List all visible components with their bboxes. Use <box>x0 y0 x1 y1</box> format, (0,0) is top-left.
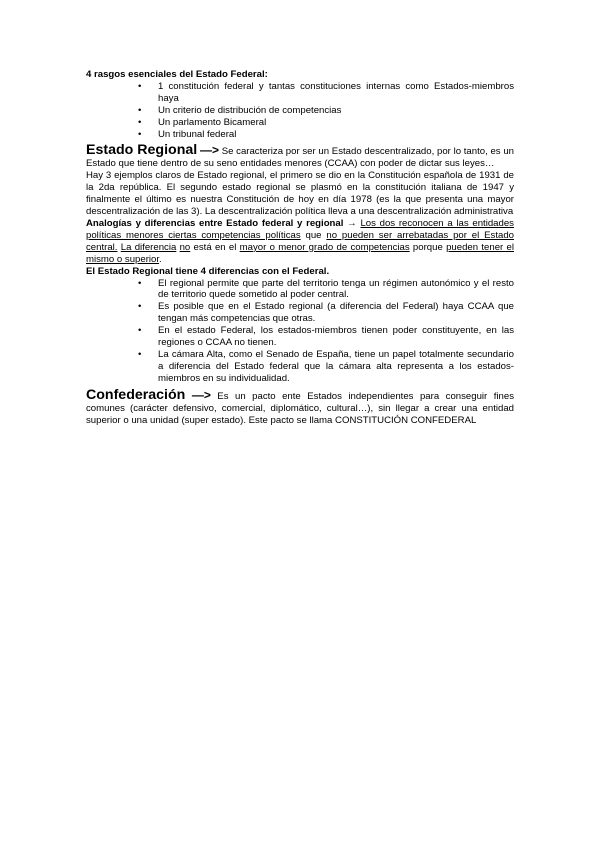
document-body <box>86 69 514 426</box>
list-item: • Un tribunal federal <box>86 129 514 141</box>
regional-paragraph <box>86 143 514 170</box>
regional-arrow: —> <box>199 143 219 158</box>
list-item: • En el estado Federal, los estados-miembros tienen poder constituyente, en las regiones o CCAA no tienen. <box>86 325 514 349</box>
list-item: • 1 constitución federal y tantas constituciones internas como Estados-miembros haya <box>86 81 514 105</box>
confederacion-arrow: —> <box>191 387 211 402</box>
analogias-paragraph: Analogías y diferencias entre Estado federal y regional → Los dos reconocen a las entidades políticas menores ciertas competencias políticas que no pueden ser arrebatadas por el Estado central. La diferencia no está en el mayor o menor grado de competencias porque pueden tener el mismo o superior. <box>86 217 515 265</box>
confederacion-definition: Es un pacto ente Estados independientes para conseguir fines comunes (carácter defensivo, comercial, diplomático, cultural…), sin llegar a crear una entidad superior o una unidad (super estado). Este pacto se llama CONSTITUCIÓN CONFEDERAL <box>86 390 514 426</box>
list-item: • Es posible que en el Estado regional (a diferencia del Federal) haya CCAA que tengan más competencias que otras. <box>86 301 514 325</box>
rasgos-heading: 4 rasgos esenciales del Estado Federal: <box>86 69 268 80</box>
list-item: • El regional permite que parte del territorio tenga un régimen autonómico y el resto de territorio quede sometido al poder central. <box>86 278 514 302</box>
list-item: • Un criterio de distribución de competencias <box>86 105 514 117</box>
list-item: • La cámara Alta, como el Senado de España, tiene un papel totalmente secundario a diferencia del Estado federal que la cámara alta representa a los estados-miembros en su individualidad. <box>86 349 514 385</box>
diferencias-heading: El Estado Regional tiene 4 diferencias con el Federal. <box>86 265 330 277</box>
list-item: • Un parlamento Bicameral <box>86 117 514 129</box>
regional-examples: Hay 3 ejemplos claros de Estado regional, el primero se dio en la Constitución española de 1931 de la 2da república. El segundo estado regional se plasmó en la constitución italiana de 1947 y finalmente el último es nuestra Constitución de hoy en día 1978 (es la que presenta una mayor descentralización de las 3). La descentralización política lleva a una descentralización administrativa <box>86 170 514 218</box>
regional-title: Estado Regional <box>86 142 198 159</box>
diferencias-list <box>86 278 514 385</box>
confederacion-paragraph <box>86 388 514 427</box>
confederacion-title: Confederación <box>86 386 186 403</box>
analogias-heading: Analogías y diferencias entre Estado federal y regional <box>86 217 344 229</box>
regional-definition: Se caracteriza por ser un Estado descentralizado, por lo tanto, es un Estado que tiene dentro de su seno entidades menores (CCAA) con poder de dictar sus leyes… <box>86 146 515 170</box>
rasgos-list <box>86 81 514 141</box>
